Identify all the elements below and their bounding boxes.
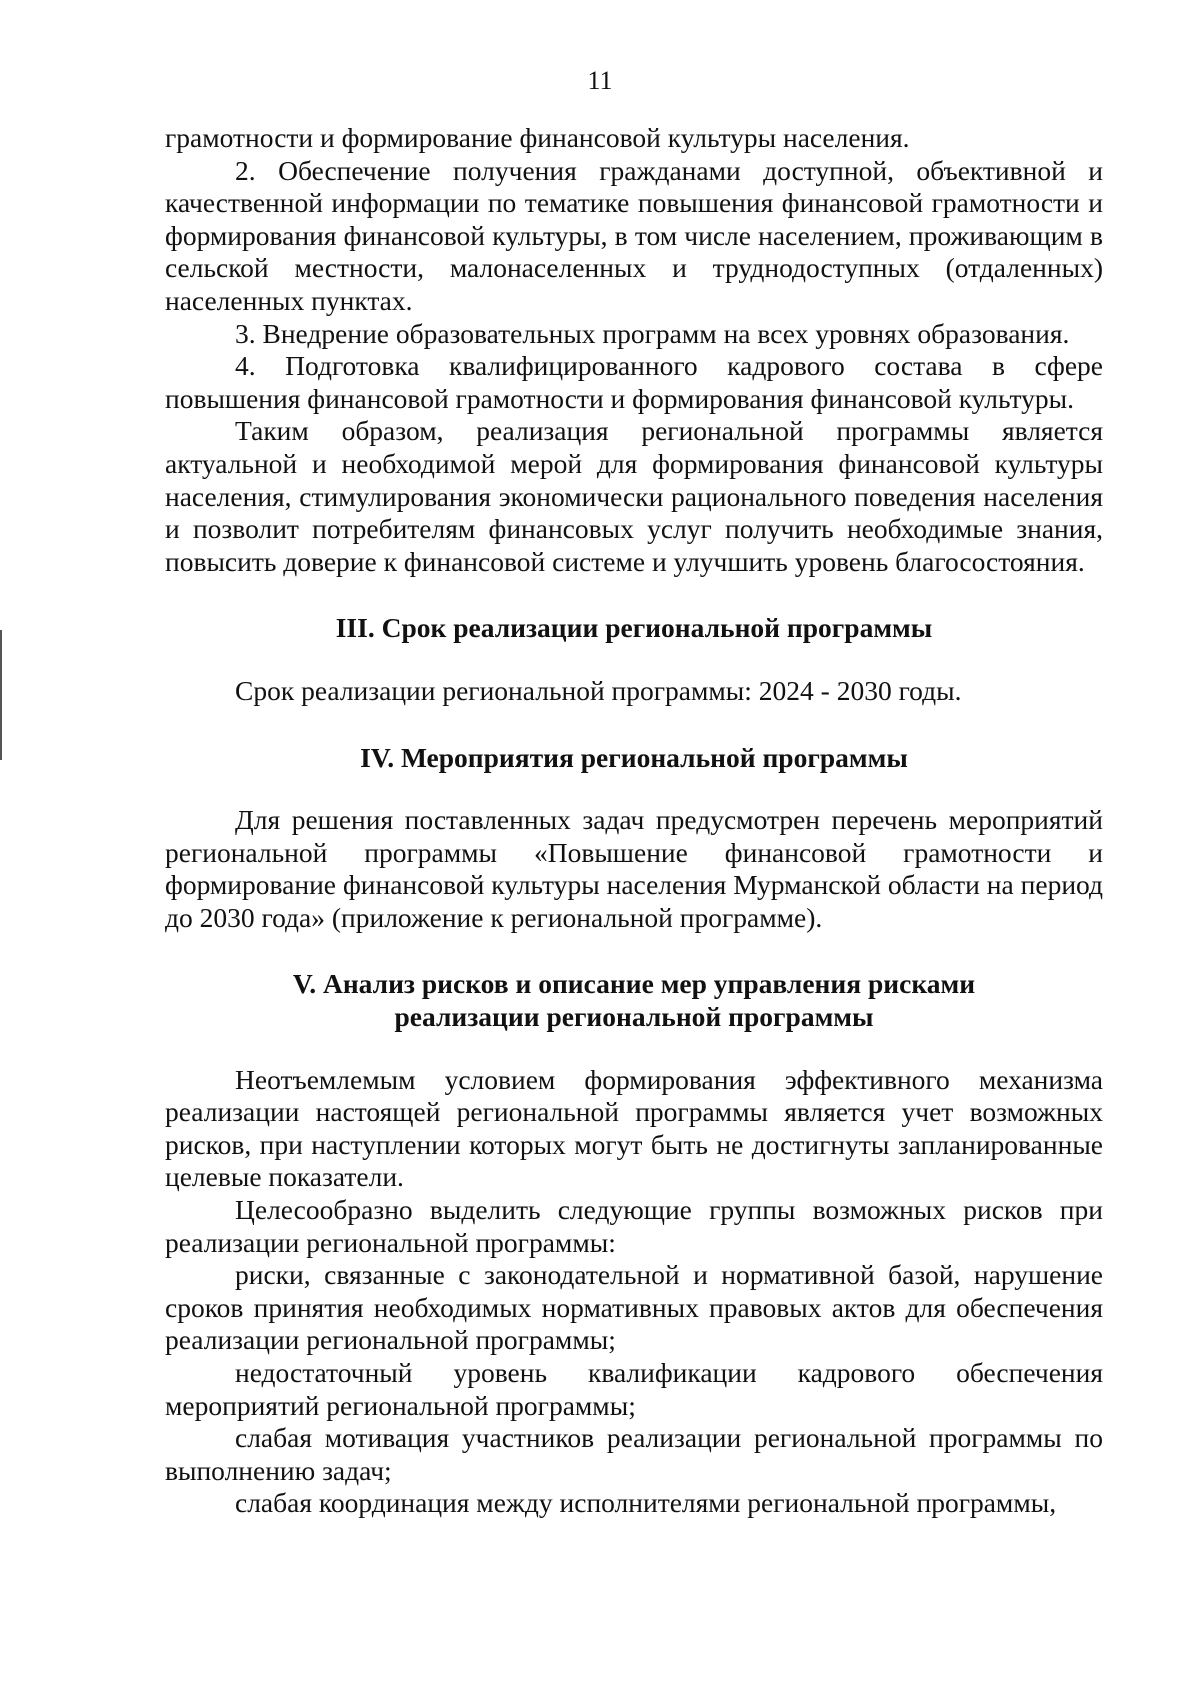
risk-item-2: недостаточный уровень квалификации кадрового обеспечения мероприятий региональной программы;	[165, 1357, 1103, 1421]
risk-item-3: слабая мотивация участников реализации региональной программы по выполнению задач;	[165, 1422, 1103, 1486]
section-3-text: Срок реализации региональной программы: 2024 - 2030 годы.	[235, 674, 962, 706]
paragraph-item-2: 2. Обеспечение получения гражданами доступной, объективной и качественной информации по тематике повышения финансовой грамотности и формирования финансовой культуры, в том числе населением, проживающим в сельской местности, малонаселенных и труднодоступных (отдаленных) населенных пунктах.	[165, 154, 1103, 316]
paragraph-item-4: 4. Подготовка квалифицированного кадрового состава в сфере повышения финансовой грамотности и формирования финансовой культуры.	[165, 350, 1103, 414]
paragraph-item-3: 3. Внедрение образовательных программ на всех уровнях образования.	[235, 317, 1070, 349]
section-5-heading-line-2: реализации региональной программы	[394, 1001, 874, 1033]
risk-item-1: риски, связанные с законодательной и нормативной базой, нарушение сроков принятия необходимых нормативных правовых актов для обеспечения реализации региональной программы;	[165, 1259, 1103, 1356]
page-number: 11	[587, 66, 613, 95]
document-body	[165, 122, 1103, 1520]
risk-item-4: слабая координация между исполнителями региональной программы,	[235, 1487, 1057, 1519]
section-4-text: Для решения поставленных задач предусмотрен перечень мероприятий региональной программы «Повышение финансовой грамотности и формирование финансовой культуры населения Мурманской области на период до 2030 года» (приложение к региональной программе).	[165, 804, 1103, 933]
section-5-paragraph-2: Целесообразно выделить следующие группы возможных рисков при реализации региональной программы:	[165, 1194, 1103, 1258]
scan-edge-mark	[0, 630, 2, 760]
section-5-paragraph-1: Неотъемлемым условием формирования эффективного механизма реализации настоящей региональной программы является учет возможных рисков, при наступлении которых могут быть не достигнуты запланированные целевые показатели.	[165, 1063, 1103, 1193]
section-3-heading: III. Срок реализации региональной программы	[335, 612, 933, 644]
paragraph-conclusion: Таким образом, реализация региональной программы является актуальной и необходимой мерой для формирования финансовой культуры населения, стимулирования экономически рационального поведения населения и позволит потребителям финансовых услуг получить необходимые знания, повысить доверие к финансовой системе и улучшить уровень благосостояния.	[165, 415, 1103, 577]
section-5-heading-line-1: V. Анализ рисков и описание мер управления рисками	[292, 968, 976, 1000]
section-5-heading	[165, 968, 1103, 1033]
section-4-heading: IV. Мероприятия региональной программы	[360, 741, 908, 773]
paragraph-continuation: грамотности и формирование финансовой культуры населения.	[165, 122, 910, 153]
